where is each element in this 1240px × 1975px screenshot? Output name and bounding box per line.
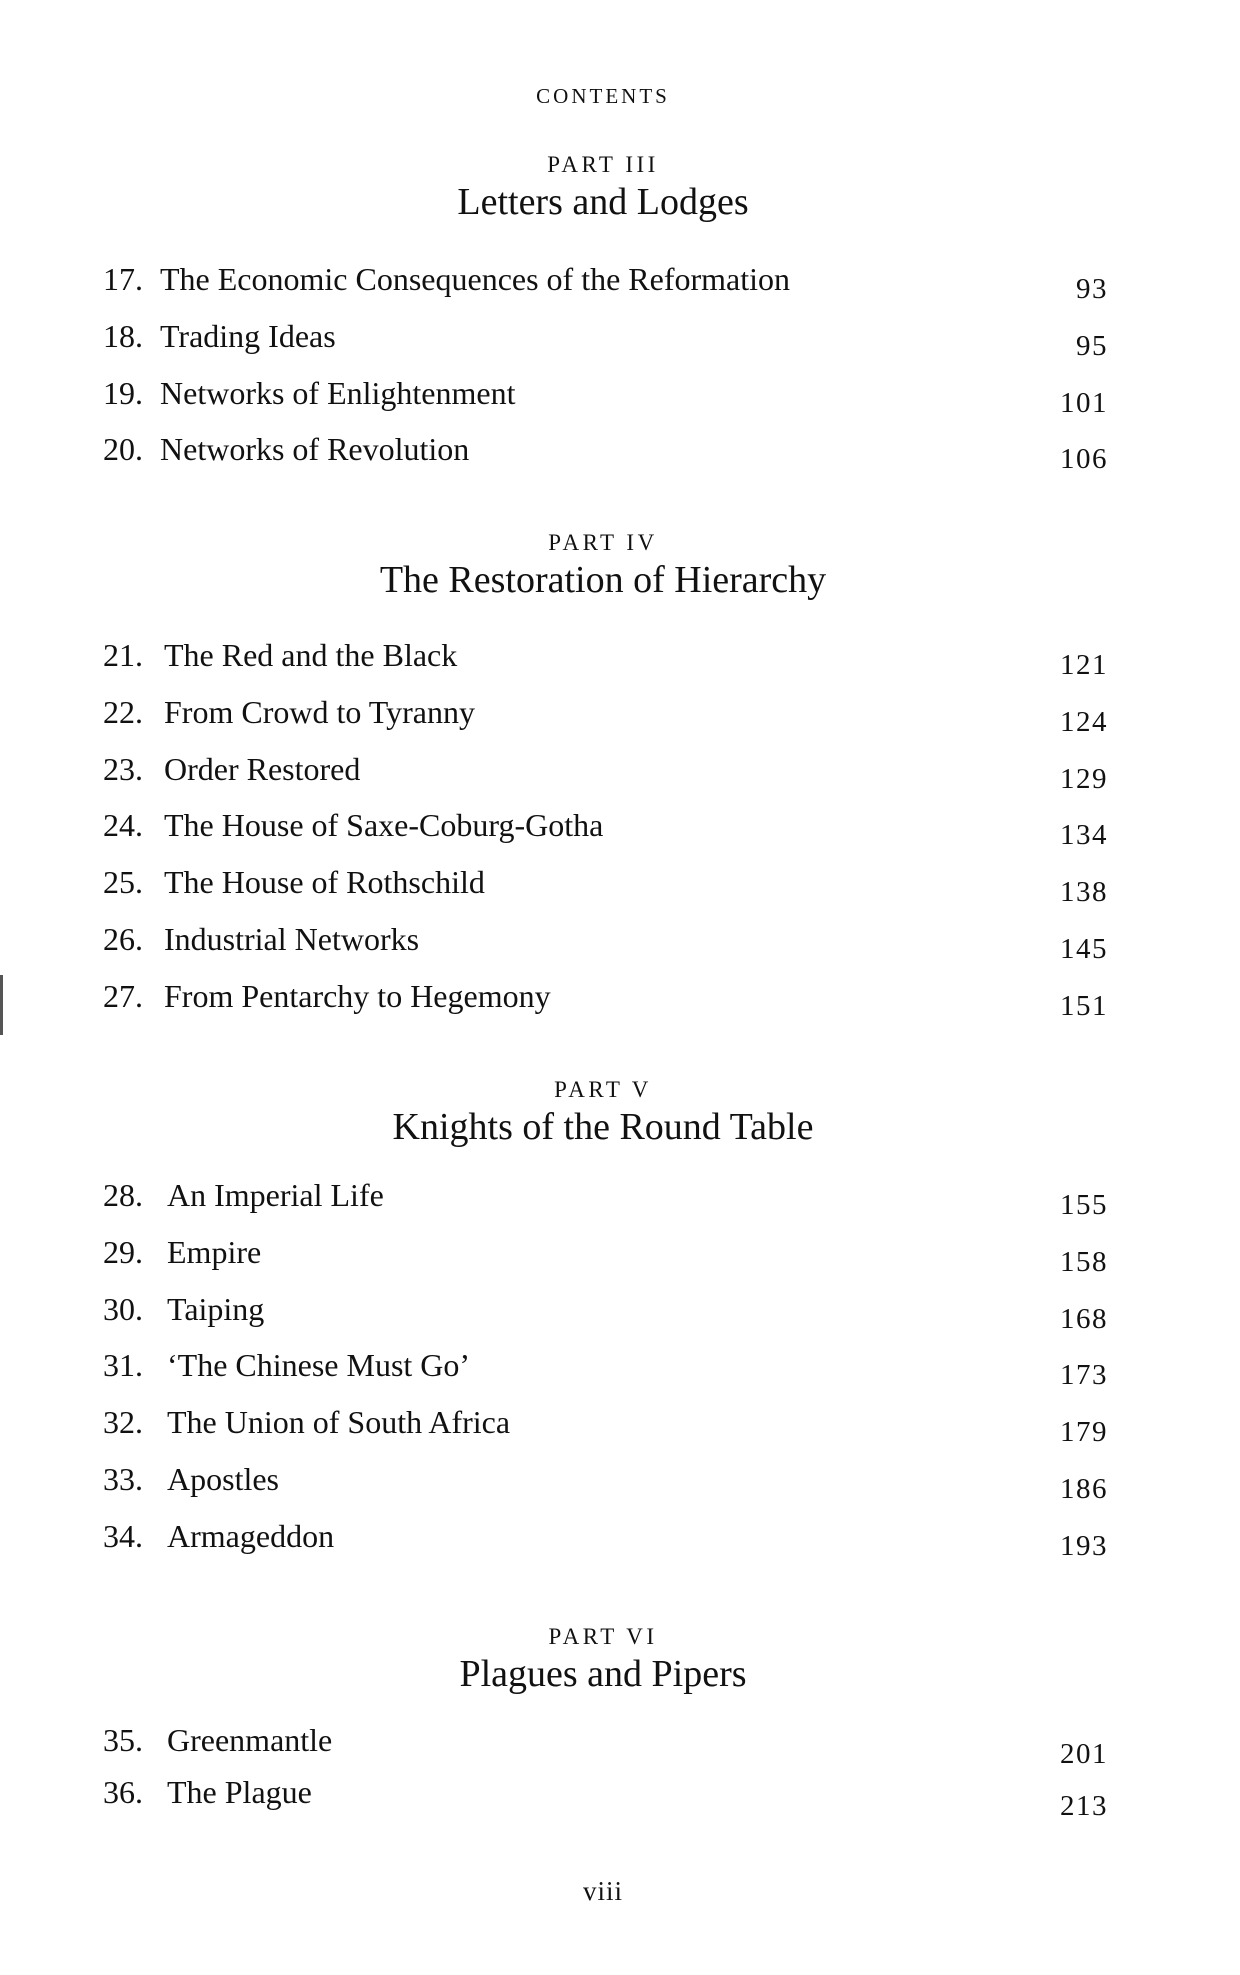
chapter-entry[interactable] bbox=[0, 1289, 1240, 1346]
chapter-entry[interactable] bbox=[0, 429, 1240, 486]
chapter-number: 32. bbox=[103, 1404, 143, 1441]
chapter-number: 36. bbox=[103, 1774, 143, 1810]
chapter-entry[interactable] bbox=[0, 805, 1240, 862]
page-number: 151 bbox=[1060, 989, 1108, 1022]
chapter-title: From Pentarchy to Hegemony bbox=[164, 977, 551, 1014]
chapter-title: Order Restored bbox=[164, 750, 361, 787]
chapter-entry[interactable] bbox=[0, 749, 1240, 806]
chapter-title: Greenmantle bbox=[167, 1722, 333, 1758]
page-folio: viii bbox=[582, 1876, 623, 1906]
chapter-number: 20. bbox=[103, 431, 143, 468]
chapter-title: The House of Rothschild bbox=[164, 864, 485, 901]
chapter-entry[interactable] bbox=[0, 1516, 1240, 1573]
chapter-title: The Economic Consequences of the Reformation bbox=[160, 261, 791, 297]
page-number: 186 bbox=[1060, 1472, 1108, 1505]
chapter-number: 18. bbox=[103, 317, 143, 354]
page-number: 124 bbox=[1060, 705, 1108, 738]
chapter-entry[interactable] bbox=[0, 976, 1240, 1033]
part-heading bbox=[0, 152, 1206, 224]
part-title: Knights of the Round Table bbox=[392, 1106, 814, 1148]
chapter-number: 17. bbox=[103, 261, 143, 297]
chapter-entry[interactable] bbox=[0, 1175, 1240, 1232]
chapter-title: The House of Saxe-Coburg-Gotha bbox=[164, 807, 604, 844]
page-number: 201 bbox=[1060, 1738, 1108, 1770]
part-title: The Restoration of Hierarchy bbox=[379, 559, 827, 601]
chapter-title: Industrial Networks bbox=[164, 920, 420, 957]
chapter-number: 21. bbox=[103, 637, 143, 673]
chapter-list bbox=[0, 259, 1240, 486]
chapter-entry[interactable] bbox=[0, 373, 1240, 430]
chapter-title: ‘The Chinese Must Go’ bbox=[167, 1347, 471, 1384]
chapter-title: Apostles bbox=[167, 1460, 279, 1497]
page-number: 95 bbox=[1076, 329, 1108, 362]
page-number: 138 bbox=[1060, 876, 1108, 909]
chapter-entry[interactable] bbox=[0, 862, 1240, 919]
running-head: CONTENTS bbox=[536, 84, 670, 108]
chapter-entry[interactable] bbox=[0, 1402, 1240, 1459]
chapter-title: An Imperial Life bbox=[167, 1177, 384, 1213]
part-label: PART VI bbox=[548, 1624, 658, 1649]
page-number: 193 bbox=[1060, 1529, 1108, 1562]
page-number: 93 bbox=[1076, 273, 1108, 305]
chapter-number: 30. bbox=[103, 1290, 143, 1327]
chapter-entry[interactable] bbox=[0, 1232, 1240, 1289]
chapter-title: Taiping bbox=[167, 1290, 265, 1327]
page-number: 155 bbox=[1060, 1189, 1108, 1221]
chapter-title: Empire bbox=[167, 1233, 262, 1270]
chapter-number: 23. bbox=[103, 750, 143, 787]
chapter-list bbox=[0, 635, 1240, 1033]
chapter-title: Trading Ideas bbox=[160, 317, 336, 354]
chapter-number: 26. bbox=[103, 920, 143, 957]
chapter-title: Networks of Revolution bbox=[160, 431, 470, 468]
chapter-number: 19. bbox=[103, 374, 143, 411]
chapter-number: 25. bbox=[103, 864, 143, 901]
page-number: 129 bbox=[1060, 762, 1108, 795]
chapter-number: 24. bbox=[103, 807, 143, 844]
chapter-number: 28. bbox=[103, 1177, 143, 1213]
part-label: PART IV bbox=[548, 530, 658, 555]
chapter-title: The Union of South Africa bbox=[167, 1404, 511, 1441]
chapter-list bbox=[0, 1175, 1240, 1573]
page-number: 145 bbox=[1060, 932, 1108, 965]
chapter-entry[interactable] bbox=[0, 1345, 1240, 1402]
chapter-title: Armageddon bbox=[167, 1517, 335, 1554]
chapter-number: 27. bbox=[103, 977, 143, 1014]
chapter-entry[interactable] bbox=[0, 1720, 1240, 1772]
page-number: 158 bbox=[1060, 1245, 1108, 1278]
page-number: 121 bbox=[1060, 649, 1108, 681]
chapter-number: 22. bbox=[103, 693, 143, 730]
part-label: PART V bbox=[554, 1077, 652, 1102]
part-title: Plagues and Pipers bbox=[459, 1653, 747, 1695]
chapter-title: The Red and the Black bbox=[164, 637, 458, 673]
page-number: 179 bbox=[1060, 1416, 1108, 1449]
chapter-title: Networks of Enlightenment bbox=[160, 374, 516, 411]
chapter-number: 31. bbox=[103, 1347, 143, 1384]
chapter-entry[interactable] bbox=[0, 919, 1240, 976]
chapter-title: From Crowd to Tyranny bbox=[164, 693, 475, 730]
chapter-list bbox=[0, 1720, 1240, 1829]
page-number: 106 bbox=[1060, 443, 1108, 476]
page-number: 173 bbox=[1060, 1359, 1108, 1392]
chapter-number: 35. bbox=[103, 1722, 143, 1758]
chapter-entry[interactable] bbox=[0, 259, 1240, 316]
part-heading bbox=[0, 530, 1206, 602]
chapter-number: 33. bbox=[103, 1460, 143, 1497]
part-heading bbox=[0, 1624, 1206, 1696]
chapter-number: 29. bbox=[103, 1233, 143, 1270]
chapter-entry[interactable] bbox=[0, 1772, 1240, 1829]
chapter-entry[interactable] bbox=[0, 1459, 1240, 1516]
chapter-entry[interactable] bbox=[0, 635, 1240, 692]
chapter-entry[interactable] bbox=[0, 692, 1240, 749]
chapter-number: 34. bbox=[103, 1517, 143, 1554]
part-heading bbox=[0, 1077, 1206, 1149]
part-title: Letters and Lodges bbox=[457, 181, 749, 223]
chapter-entry[interactable] bbox=[0, 316, 1240, 373]
page-number: 213 bbox=[1060, 1790, 1108, 1822]
page-number: 168 bbox=[1060, 1302, 1108, 1335]
chapter-title: The Plague bbox=[167, 1774, 312, 1810]
part-label: PART III bbox=[547, 152, 659, 177]
page-number: 134 bbox=[1060, 819, 1108, 852]
page-number: 101 bbox=[1060, 386, 1108, 419]
